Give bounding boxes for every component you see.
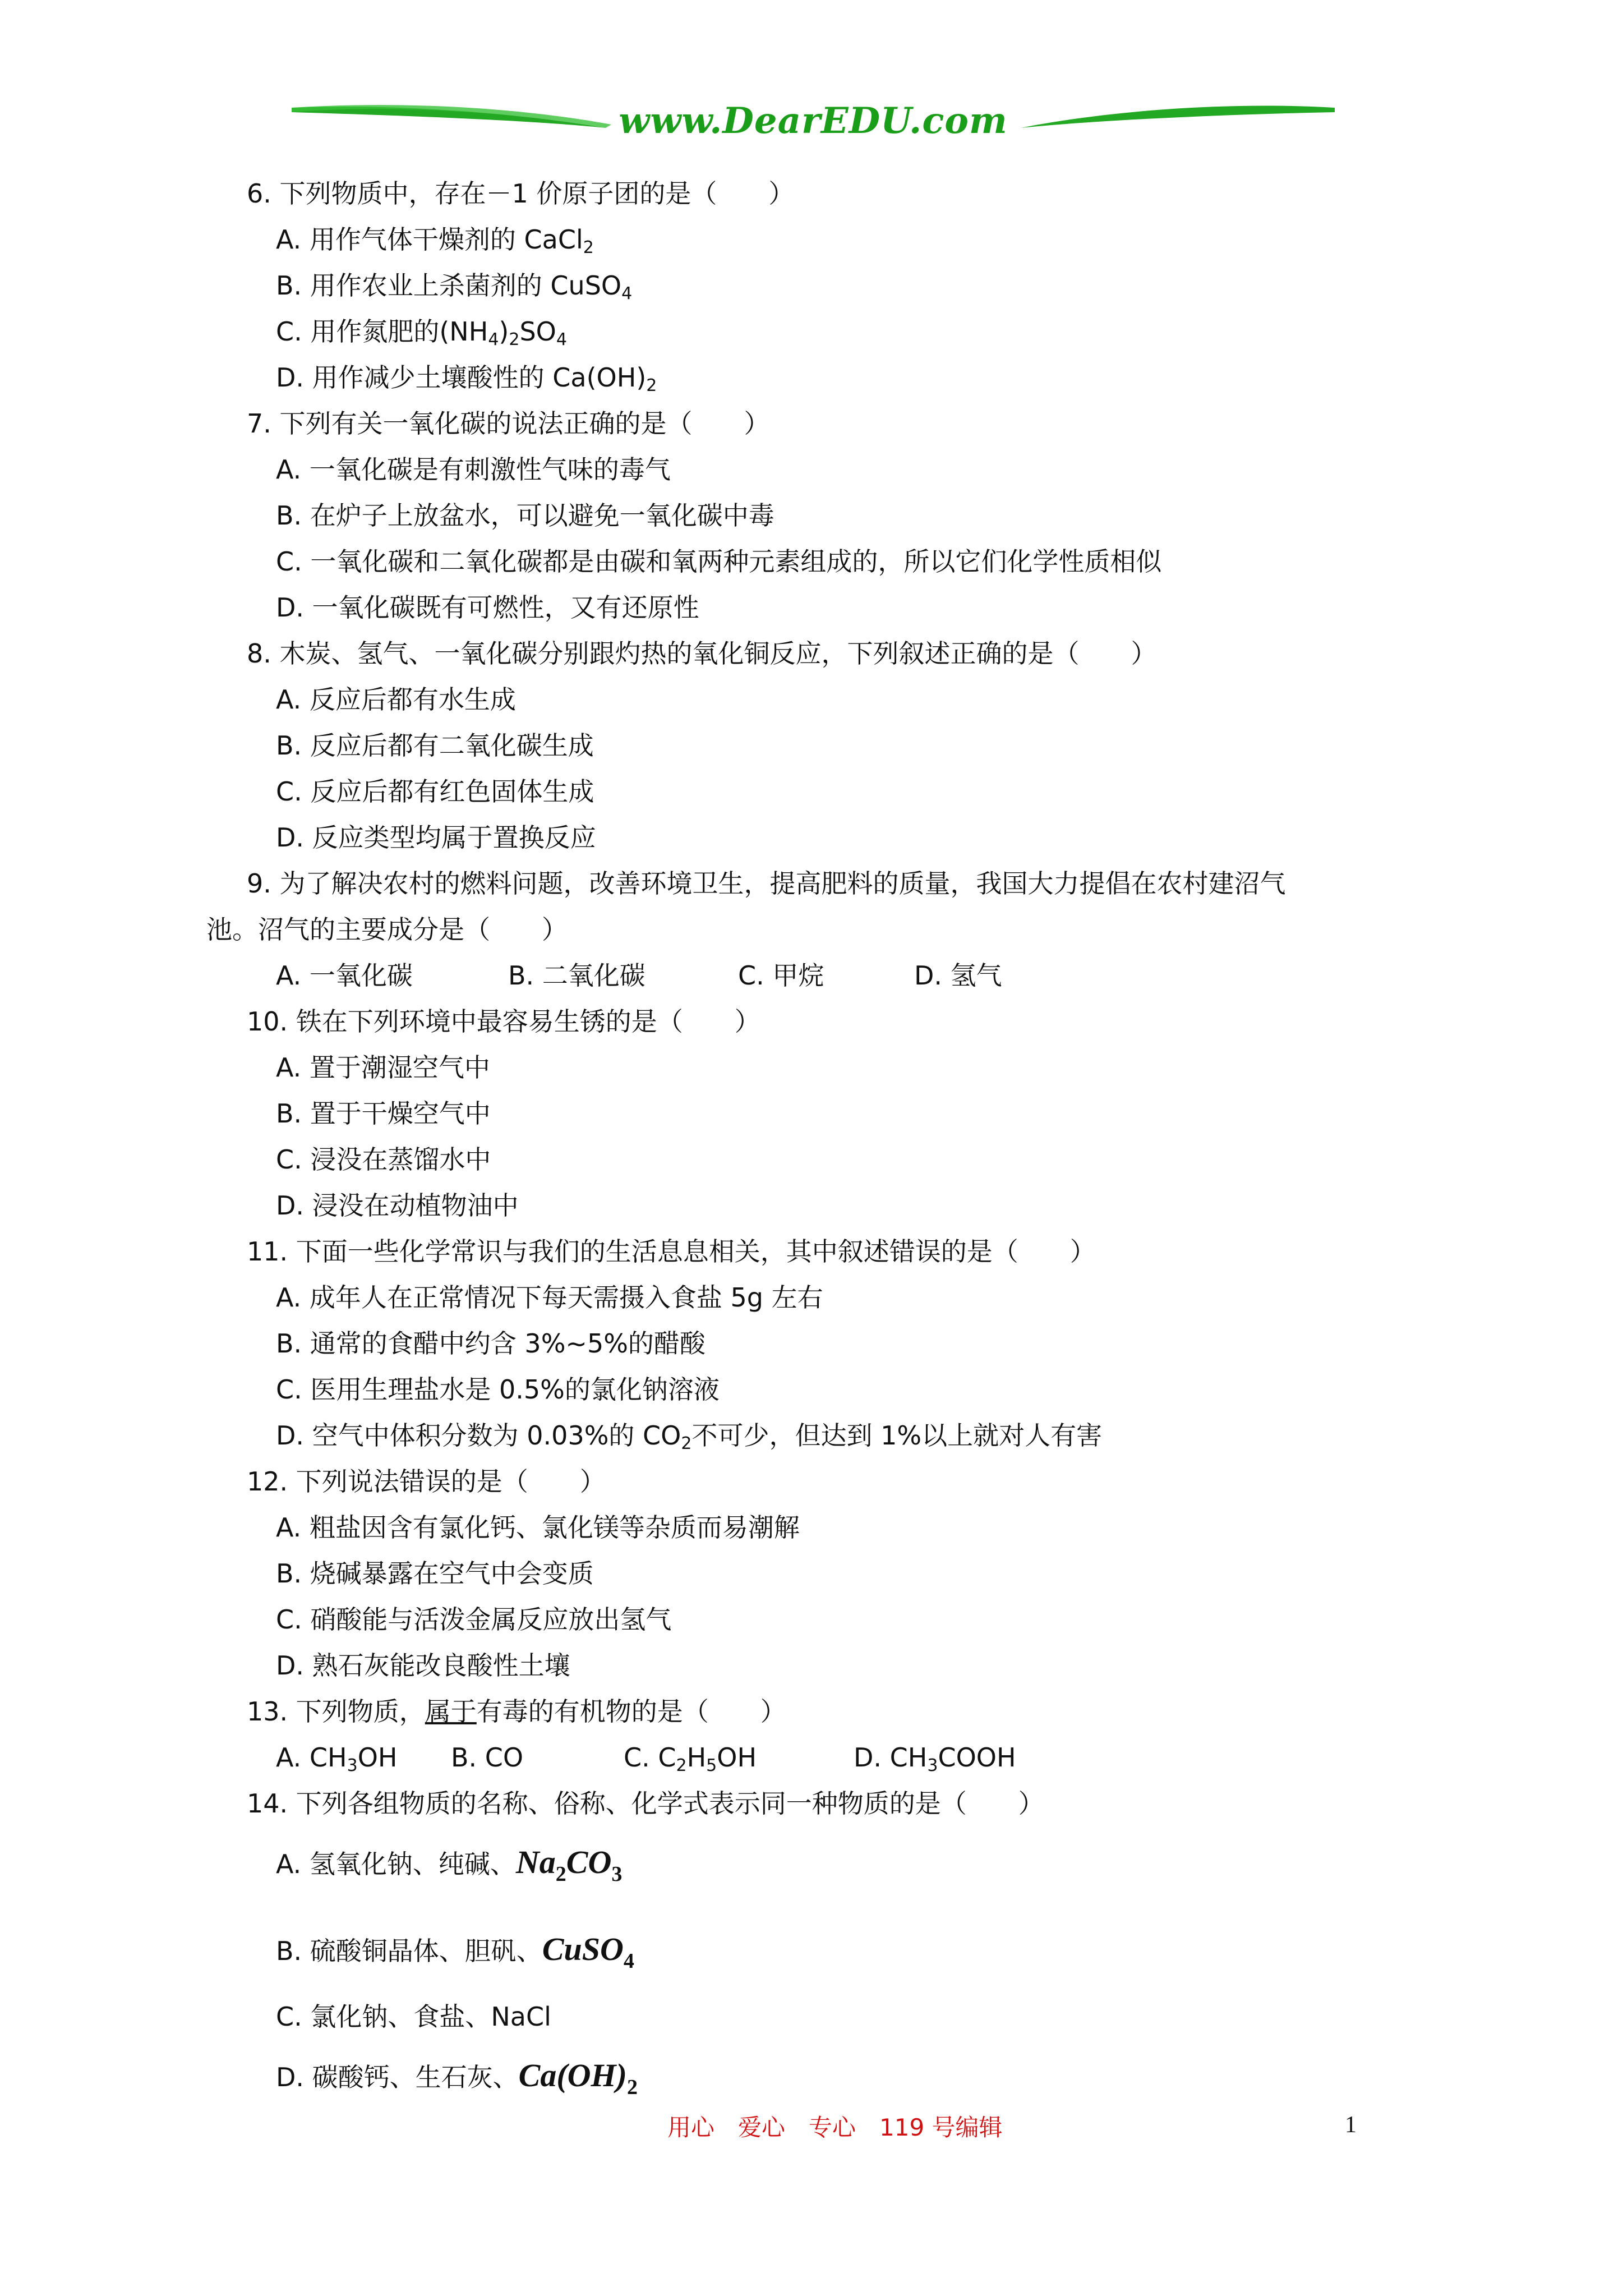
question-6-option-b: B. 用作农业上杀菌剂的 CuSO$_4$ bbox=[276, 270, 633, 303]
formula-caoh2: $Ca(OH)_2$ bbox=[518, 2057, 638, 2099]
question-14-option-c: C. 氯化钠、食盐、NaCl bbox=[276, 2001, 551, 2032]
question-10-option-a: A. 置于潮湿空气中 bbox=[276, 1052, 490, 1083]
question-12-option-c: C. 硝酸能与活泼金属反应放出氢气 bbox=[276, 1604, 672, 1635]
question-14-option-b: B. 硫酸铜晶体、胆矾、CuSO$_4$ bbox=[276, 1931, 634, 1973]
question-11-option-c: C. 医用生理盐水是 0.5%的氯化钠溶液 bbox=[276, 1374, 720, 1405]
question-12-option-d: D. 熟石灰能改良酸性土壤 bbox=[276, 1650, 570, 1681]
question-9-stem: 9. 为了解决农村的燃料问题，改善环境卫生，提高肥料的质量，我国大力提倡在农村建沼气 bbox=[247, 868, 1286, 899]
question-13-stem: 13. 下列物质，属于有毒的有机物的是（ ） bbox=[247, 1696, 786, 1727]
question-8-option-d: D. 反应类型均属于置换反应 bbox=[276, 822, 596, 853]
question-6-stem: 6. 下列物质中，存在－1 价原子团的是（ ） bbox=[247, 178, 795, 209]
question-9-option-c: C. 甲烷 bbox=[738, 960, 824, 991]
question-9-option-d: D. 氢气 bbox=[914, 960, 1002, 991]
question-8-stem: 8. 木炭、氢气、一氧化碳分别跟灼热的氧化铜反应，下列叙述正确的是（ ） bbox=[247, 638, 1157, 669]
question-8-option-b: B. 反应后都有二氧化碳生成 bbox=[276, 730, 594, 761]
question-7-option-c: C. 一氧化碳和二氧化碳都是由碳和氧两种元素组成的，所以它们化学性质相似 bbox=[276, 546, 1162, 577]
question-6-option-a: A. 用作气体干燥剂的 CaCl$_2$ bbox=[276, 224, 594, 257]
question-14-option-d: D. 碳酸钙、生石灰、$Ca(OH)_2$ bbox=[276, 2057, 638, 2099]
question-9-option-b: B. 二氧化碳 bbox=[508, 960, 645, 991]
question-10-option-b: B. 置于干燥空气中 bbox=[276, 1098, 491, 1129]
question-9-stem-continued: 池。沼气的主要成分是（ ） bbox=[206, 914, 568, 945]
question-6-option-d: D. 用作减少土壤酸性的 $Ca(OH)_2$ bbox=[276, 362, 657, 395]
question-12-option-b: B. 烧碱暴露在空气中会变质 bbox=[276, 1558, 594, 1589]
question-8-option-a: A. 反应后都有水生成 bbox=[276, 684, 516, 715]
question-8-option-c: C. 反应后都有红色固体生成 bbox=[276, 776, 594, 807]
question-13-option-d: D. $CH_3COOH$ bbox=[854, 1742, 1016, 1775]
question-9-option-a: A. 一氧化碳 bbox=[276, 960, 413, 991]
formula-na2co3: $Na_2CO_3$ bbox=[515, 1844, 623, 1886]
footer-editor-note: 用心 爱心 专心 119 号编辑 bbox=[667, 2114, 1003, 2141]
question-14-stem: 14. 下列各组物质的名称、俗称、化学式表示同一种物质的是（ ） bbox=[247, 1788, 1044, 1819]
question-6-option-c: C. 用作氮肥的$(NH_4)_2SO_4$ bbox=[276, 316, 567, 349]
page-number: 1 bbox=[1345, 2112, 1357, 2138]
site-logo-text: www.DearEDU.com bbox=[619, 100, 1008, 142]
question-7-stem: 7. 下列有关一氧化碳的说法正确的是（ ） bbox=[247, 408, 770, 439]
question-14-option-a: A. 氢氧化钠、纯碱、$Na_2CO_3$ bbox=[276, 1844, 623, 1886]
question-13-option-b: B. CO bbox=[451, 1742, 524, 1773]
question-11-option-a: A. 成年人在正常情况下每天需摄入食盐 5g 左右 bbox=[276, 1282, 823, 1313]
site-header-banner bbox=[292, 95, 1335, 157]
question-11-option-b: B. 通常的食醋中约含 3%~5%的醋酸 bbox=[276, 1328, 706, 1359]
question-10-option-c: C. 浸没在蒸馏水中 bbox=[276, 1144, 491, 1175]
question-11-stem: 11. 下面一些化学常识与我们的生活息息相关，其中叙述错误的是（ ） bbox=[247, 1236, 1096, 1267]
question-7-option-d: D. 一氧化碳既有可燃性，又有还原性 bbox=[276, 592, 699, 623]
formula-cuso4: CuSO$_4$ bbox=[542, 1931, 634, 1973]
question-7-option-a: A. 一氧化碳是有刺激性气味的毒气 bbox=[276, 454, 671, 485]
question-13-option-a: A. $CH_3OH$ bbox=[276, 1742, 398, 1775]
question-12-stem: 12. 下列说法错误的是（ ） bbox=[247, 1466, 606, 1497]
question-11-option-d: D. 空气中体积分数为 0.03%的 $CO_2$不可少，但达到 1%以上就对人有害 bbox=[276, 1420, 1103, 1453]
question-12-option-a: A. 粗盐因含有氯化钙、氯化镁等杂质而易潮解 bbox=[276, 1512, 800, 1543]
question-10-option-d: D. 浸没在动植物油中 bbox=[276, 1190, 519, 1221]
question-10-stem: 10. 铁在下列环境中最容易生锈的是（ ） bbox=[247, 1006, 760, 1037]
question-13-option-c: C. $C_2H_5OH$ bbox=[624, 1742, 757, 1775]
question-7-option-b: B. 在炉子上放盆水，可以避免一氧化碳中毒 bbox=[276, 500, 774, 531]
